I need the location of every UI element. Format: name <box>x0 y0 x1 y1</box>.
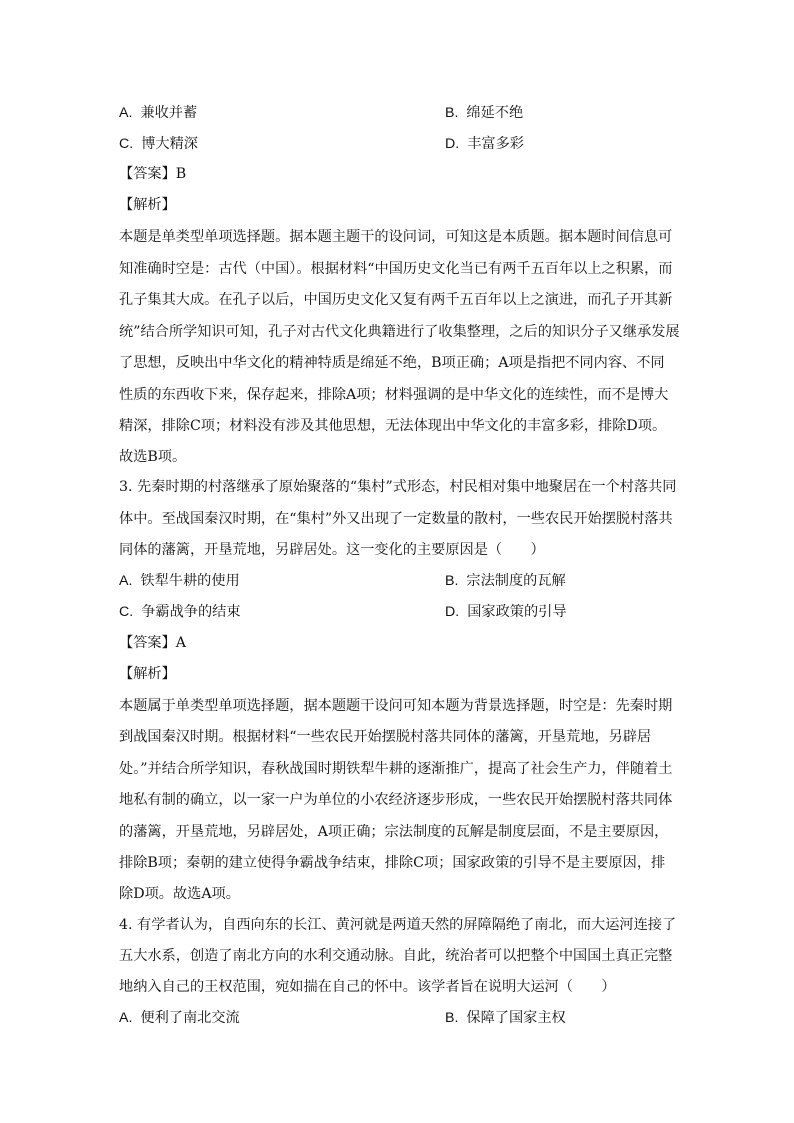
option-text: 宗法制度的瓦解 <box>466 573 566 589</box>
q3-analysis-line: 的藩篱，开垦荒地，另辟居处，A项正确；宗法制度的瓦解是制度层面，不是主要原因， <box>119 824 669 840</box>
q3-analysis-line: 地私有制的确立，以一家一户为单位的小农经济逐步形成，一些农民开始摆脱村落共同体 <box>119 792 673 808</box>
q2-answer: 【答案】B <box>119 166 187 182</box>
q2-option-d <box>445 135 524 153</box>
option-text: 丰富多彩 <box>467 136 524 152</box>
option-text: 争霸战争的结束 <box>141 604 241 620</box>
option-label: A. <box>119 573 133 589</box>
q3-option-b <box>445 572 566 590</box>
q2-analysis-line: 故选B项。 <box>119 449 187 465</box>
option-text: 铁犁牛耕的使用 <box>140 573 240 589</box>
option-text: 兼收并蓄 <box>140 105 198 121</box>
q2-option-b <box>445 104 523 122</box>
option-label: C. <box>119 604 134 620</box>
q4-option-b <box>445 1009 566 1027</box>
q3-analysis-heading: 【解析】 <box>119 666 176 682</box>
q4-stem-line: 五大水系，创造了南北方向的水利交通动脉。自此，统治者可以把整个中国国土真正完整 <box>119 948 673 964</box>
q4-stem-line: 地纳入自己的王权范围，宛如揣在自己的怀中。该学者旨在说明大运河（ ） <box>119 979 616 995</box>
q3-analysis-line: 除D项。故选A项。 <box>119 886 240 902</box>
q4-stem-line: 4. 有学者认为，自西向东的长江、黄河就是两道天然的屏障隔绝了南北，而大运河连接了 <box>119 917 677 933</box>
option-text: 绵延不绝 <box>466 105 524 121</box>
q2-option-c <box>119 135 198 153</box>
q4-option-a <box>119 1009 240 1027</box>
q3-stem-line: 同体的藩篱，开垦荒地，另辟居处。这一变化的主要原因是（ ） <box>119 542 545 558</box>
q3-analysis-line: 本题属于单类型单项选择题，据本题题干设问可知本题为背景选择题，时空是：先秦时期 <box>119 698 673 714</box>
q3-analysis-line: 处。”并结合所学知识，春秋战国时期铁犁牛耕的逐渐推广，提高了社会生产力，伴随着土 <box>119 761 673 777</box>
q2-analysis-line: 精深，排除C项；材料没有涉及其他思想，无法体现出中华文化的丰富多彩，排除D项。 <box>119 418 667 434</box>
q3-option-a <box>119 572 240 590</box>
q3-option-c <box>119 603 241 621</box>
option-text: 保障了国家主权 <box>466 1010 566 1026</box>
option-label: D. <box>445 604 460 620</box>
option-text: 便利了南北交流 <box>140 1010 240 1026</box>
q3-stem-line: 体中。至战国秦汉时期，在“集村”外又出现了一定数量的散村，一些农民开始摆脱村落共 <box>119 511 673 527</box>
option-text: 博大精深 <box>141 136 198 152</box>
q3-option-d <box>445 603 567 621</box>
q2-analysis-line: 知准确时空是：古代（中国）。根据材料“中国历史文化当已有两千五百年以上之积累，而 <box>119 261 673 277</box>
q3-analysis-line: 排除B项；秦朝的建立使得争霸战争结束，排除C项；国家政策的引导不是主要原因，排 <box>119 855 666 871</box>
q2-analysis-line: 了思想，反映出中华文化的精神特质是绵延不绝，B项正确；A项是指把不同内容、不同 <box>119 355 665 371</box>
q2-option-a <box>119 104 197 122</box>
q2-analysis-line: 统”结合所学知识可知，孔子对古代文化典籍进行了收集整理，之后的知识分子又继承发展 <box>119 324 680 340</box>
option-label: A. <box>119 105 133 121</box>
option-label: B. <box>445 1010 459 1026</box>
option-text: 国家政策的引导 <box>467 604 567 620</box>
option-label: B. <box>445 573 459 589</box>
q3-analysis-line: 到战国秦汉时期。根据材料“一些农民开始摆脱村落共同体的藩篱，开垦荒地，另辟居 <box>119 729 652 745</box>
option-label: B. <box>445 105 459 121</box>
q2-analysis-heading: 【解析】 <box>119 197 176 213</box>
q2-analysis-line: 本题是单类型单项选择题。据本题主题干的设问词，可知这是本质题。据本题时间信息可 <box>119 229 673 245</box>
q2-analysis-line: 性质的东西收下来，保存起来，排除A项；材料强调的是中华文化的连续性，而不是博大 <box>119 387 669 403</box>
option-label: D. <box>445 136 460 152</box>
q2-analysis-line: 孔子集其大成。在孔子以后，中国历史文化又复有两千五百年以上之演进，而孔子开其新 <box>119 292 673 308</box>
q3-stem-line: 3. 先秦时期的村落继承了原始聚落的“集村”式形态，村民相对集中地聚居在一个村落共同 <box>119 479 677 495</box>
option-label: A. <box>119 1010 133 1026</box>
q3-answer: 【答案】A <box>119 635 186 651</box>
option-label: C. <box>119 136 134 152</box>
